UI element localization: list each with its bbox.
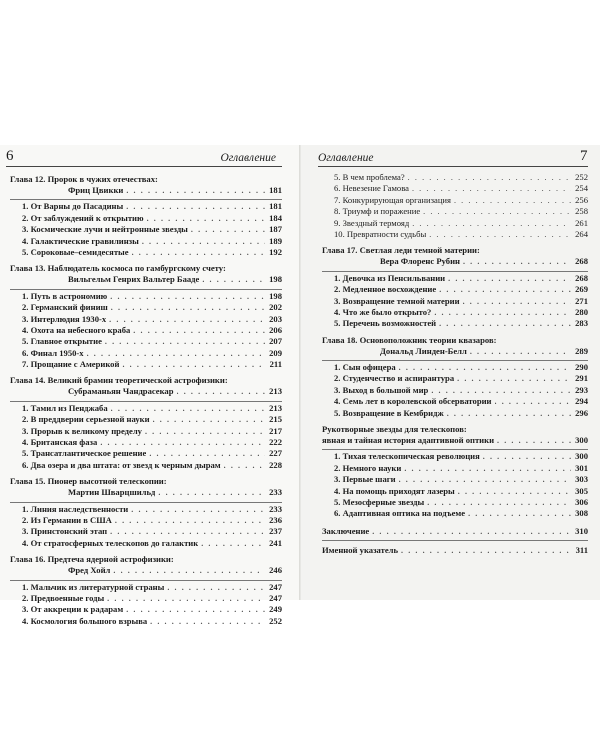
chapter-author: Фред Хойл <box>68 565 111 576</box>
section-entry <box>322 451 588 462</box>
chapter-entry <box>322 335 588 419</box>
section-entry <box>322 307 588 318</box>
chapter-heading: Глава 14. Великий брамин теоретической астрофизики: <box>10 375 228 386</box>
section-entry <box>322 284 588 295</box>
chapter-title-row <box>10 386 282 397</box>
entry-title: 5. Трансатлантическое решение <box>22 448 147 459</box>
entry-page: 187 <box>269 224 282 235</box>
leader-dots <box>483 451 571 462</box>
section-entry <box>10 582 282 593</box>
entry-page: 256 <box>575 194 588 205</box>
entry-title: 5. Главное открытие <box>22 336 102 347</box>
leader-dots <box>111 302 265 313</box>
entry-title: 2. Из Германии в США <box>22 514 112 525</box>
entry-title: 2. Немного науки <box>334 462 402 473</box>
leader-dots <box>224 460 265 471</box>
section-entry <box>322 408 588 419</box>
section-entry <box>10 403 282 414</box>
chapter-heading: Рукотворные звезды для телескопов: <box>322 424 467 435</box>
leader-dots <box>401 545 571 556</box>
leader-dots <box>158 487 265 498</box>
section-entry <box>10 593 282 604</box>
chapter-page: 233 <box>269 487 282 498</box>
leader-dots <box>105 336 265 347</box>
chapter-page: 268 <box>575 256 588 267</box>
leader-dots <box>142 236 265 247</box>
section-entry <box>10 336 282 347</box>
section-entry <box>10 213 282 224</box>
entry-page: 217 <box>269 425 282 436</box>
leader-dots <box>404 463 571 474</box>
entry-page: 213 <box>269 402 282 413</box>
entry-title: 3. Прорыв к великому пределу <box>22 425 142 436</box>
chapter-entry <box>10 476 282 549</box>
chapter-title-row <box>10 185 282 196</box>
leader-dots <box>167 582 265 593</box>
section-entry <box>10 460 282 471</box>
leader-dots <box>202 274 265 285</box>
entry-page: 269 <box>575 284 588 295</box>
section-entry <box>10 201 282 212</box>
page-number-left: 6 <box>6 148 14 164</box>
chapter-title-row <box>10 565 282 576</box>
section-entry <box>10 414 282 425</box>
entry-title: 2. Медленное восхождение <box>334 284 437 295</box>
chapter-title-row <box>10 274 282 285</box>
leader-dots <box>454 195 571 206</box>
entry-page: 209 <box>269 347 282 358</box>
chapter-title-row <box>10 487 282 498</box>
section-entry <box>10 236 282 247</box>
entry-title: 1. От Варны до Пасадины <box>22 201 124 212</box>
leader-dots <box>133 325 265 336</box>
section-entry <box>10 426 282 437</box>
entry-page: 184 <box>269 212 282 223</box>
chapter-rule <box>10 199 282 200</box>
section-entry <box>10 302 282 313</box>
entry-title: 1. Тамил из Пенджаба <box>22 402 108 413</box>
section-entry <box>322 463 588 474</box>
leader-dots <box>470 346 571 357</box>
chapter-title-row <box>322 435 588 446</box>
entry-title: 4. Галактические гравилинзы <box>22 235 139 246</box>
entry-page: 283 <box>575 318 588 329</box>
chapter-page: 289 <box>575 345 588 356</box>
leader-dots <box>147 213 265 224</box>
chapter-title-row <box>322 256 588 267</box>
entry-page: 227 <box>269 448 282 459</box>
chapter-author: Вера Флоренс Рубин <box>380 256 460 267</box>
chapter-entry <box>322 424 588 520</box>
entry-title: 1. Путь в астрономию <box>22 290 108 301</box>
leader-dots <box>447 408 571 419</box>
entry-title: 9. Звездный термояд <box>334 217 410 228</box>
section-entry <box>10 224 282 235</box>
section-entry <box>322 172 588 183</box>
entry-page: 241 <box>269 537 282 548</box>
leader-dots <box>458 486 571 497</box>
section-entry <box>322 183 588 194</box>
leader-dots <box>201 538 265 549</box>
entry-title: 5. Мезосферные звезды <box>334 496 425 507</box>
section-entry <box>322 229 588 240</box>
leader-dots <box>191 224 265 235</box>
entry-title: 3. Космические лучи и нейтронные звезды <box>22 224 188 235</box>
entry-title: 3. Принстонский этап <box>22 526 108 537</box>
leader-dots <box>463 296 571 307</box>
section-entry <box>322 373 588 384</box>
entry-title: 6. Невезение Гамова <box>334 183 409 194</box>
entry-page: 291 <box>575 373 588 384</box>
section-entry <box>10 604 282 615</box>
entry-page: 192 <box>269 246 282 257</box>
chapter-heading: Глава 12. Пророк в чужих отечествах: <box>10 174 158 184</box>
leader-dots <box>463 256 571 267</box>
leader-dots <box>457 373 571 384</box>
entry-page: 222 <box>269 437 282 448</box>
section-entry <box>10 291 282 302</box>
chapter-author: Субраманьян Чандрасекар <box>68 386 174 397</box>
entry-page: 311 <box>575 545 588 556</box>
section-entry <box>10 526 282 537</box>
section-entry <box>10 538 282 549</box>
leader-dots <box>115 515 265 526</box>
section-entry <box>322 474 588 485</box>
chapter-page: 246 <box>269 565 282 576</box>
entry-title: 4. Что же было открыто? <box>334 306 432 317</box>
entry-title: 4. От стратосферных телескопов до галактик <box>22 537 199 548</box>
leader-dots <box>439 318 571 329</box>
section-entry <box>322 508 588 519</box>
entry-page: 215 <box>269 414 282 425</box>
leader-dots <box>126 201 265 212</box>
leader-dots <box>495 396 572 407</box>
page-number-right: 7 <box>580 148 588 164</box>
chapter-rule <box>10 289 282 290</box>
entry-page: 308 <box>575 508 588 519</box>
entry-title: 6. Адаптивная оптика на подъеме <box>334 508 466 519</box>
leader-dots <box>153 414 265 425</box>
leader-dots <box>412 218 571 229</box>
leader-dots <box>423 206 571 217</box>
entry-page: 181 <box>269 201 282 212</box>
entry-page: 202 <box>269 302 282 313</box>
section-entry <box>322 273 588 284</box>
entry-title: 5. Возвращение в Кембридж <box>334 407 444 418</box>
entry-title: 1. Мальчик из литературной страны <box>22 581 165 592</box>
chapter-rule <box>10 401 282 402</box>
leader-dots <box>408 172 571 183</box>
entry-page: 237 <box>269 526 282 537</box>
section-entry <box>10 247 282 258</box>
leader-dots <box>107 593 265 604</box>
leader-dots <box>111 403 265 414</box>
entry-title: 3. Интерлюдия 1930-х <box>22 313 107 324</box>
entry-title: 4. Британская фаза <box>22 437 98 448</box>
entry-page: 252 <box>575 172 588 182</box>
entry-page: 247 <box>269 592 282 603</box>
entry-title: 5. В чем проблема? <box>334 172 405 182</box>
entry-page: 296 <box>575 407 588 418</box>
chapter-page: 300 <box>575 435 588 446</box>
name-index-entry <box>322 545 588 556</box>
chapter-heading: Глава 17. Светлая леди темной материи: <box>322 245 480 256</box>
section-entry <box>322 385 588 396</box>
entry-page: 203 <box>269 313 282 324</box>
section-entry <box>322 218 588 229</box>
chapter-rule <box>322 360 588 361</box>
leader-dots <box>110 526 265 537</box>
entry-title: 1. Сын офицера <box>334 362 396 373</box>
chapter-rule <box>10 580 282 581</box>
leader-dots <box>399 474 571 485</box>
leader-dots <box>100 437 265 448</box>
leader-dots <box>149 448 265 459</box>
conclusion-entry <box>322 526 588 537</box>
entry-title: 7. Прощание с Америкой <box>22 359 120 370</box>
entry-title: 3. От аккреции к радарам <box>22 604 124 615</box>
entry-page: 189 <box>269 235 282 246</box>
entry-title: 1. Девочка из Пенсильвании <box>334 272 446 283</box>
entry-page: 258 <box>575 206 588 217</box>
entry-page: 228 <box>269 459 282 470</box>
entry-page: 290 <box>575 362 588 373</box>
toc-left-column <box>10 169 282 627</box>
leader-dots <box>126 604 265 615</box>
chapter-author: Мартин Шварцшильд <box>68 487 156 498</box>
entry-title: 8. Триумф и поражение <box>334 206 421 217</box>
section-entry <box>10 437 282 448</box>
running-header-right: Оглавление <box>318 152 374 164</box>
entry-title: 10. Превратности судьбы <box>334 228 427 239</box>
entry-title: 3. Возвращение темной материи <box>334 295 460 306</box>
entry-page: 306 <box>575 496 588 507</box>
entry-title: 6. Два озера и два штата: от звезд к черным дырам <box>22 459 221 470</box>
entry-page: 280 <box>575 306 588 317</box>
chapter-entry <box>322 245 588 329</box>
entry-page: 300 <box>575 451 588 462</box>
entry-page: 236 <box>269 514 282 525</box>
entry-page: 233 <box>269 503 282 514</box>
chapter-page: 213 <box>269 386 282 397</box>
section-entry <box>10 359 282 370</box>
chapter-rule <box>10 502 282 503</box>
leader-dots <box>399 362 571 373</box>
entry-page: 211 <box>269 359 282 370</box>
entry-title: 2. Предвоенные годы <box>22 592 105 603</box>
entry-page: 301 <box>575 462 588 473</box>
leader-dots <box>431 385 571 396</box>
chapter-page: 198 <box>269 274 282 285</box>
chapter-author: явная и тайная история адаптивной оптики <box>322 435 495 446</box>
section-entry <box>322 486 588 497</box>
entry-title: 1. Тихая телескопическая революция <box>334 451 480 462</box>
entry-page: 310 <box>575 525 588 536</box>
leader-dots <box>145 426 265 437</box>
entry-page: 252 <box>269 615 282 626</box>
leader-dots <box>126 185 265 196</box>
entry-page: 294 <box>575 396 588 407</box>
leader-dots <box>131 504 265 515</box>
section-entry <box>10 325 282 336</box>
entry-title: 4. На помощь приходят лазеры <box>334 485 455 496</box>
entry-page: 271 <box>575 295 588 306</box>
leader-dots <box>448 273 571 284</box>
leader-dots <box>113 565 265 576</box>
entry-title: 3. Выход в большой мир <box>334 384 429 395</box>
entry-page: 268 <box>575 272 588 283</box>
section-entry <box>322 296 588 307</box>
section-entry <box>10 515 282 526</box>
entry-page: 305 <box>575 485 588 496</box>
leader-dots <box>109 314 265 325</box>
entry-page: 198 <box>269 290 282 301</box>
chapter-entry <box>10 375 282 471</box>
leader-dots <box>150 616 265 627</box>
entry-page: 254 <box>575 183 588 194</box>
entry-title: 6. Финал 1950-х <box>22 347 84 358</box>
chapter-page: 181 <box>269 185 282 195</box>
entry-title: 2. В преддверии серьезной науки <box>22 414 150 425</box>
entry-page: 264 <box>575 228 588 239</box>
chapter-entry <box>10 174 282 258</box>
entry-title: 5. Перечень возможностей <box>334 318 437 329</box>
entry-page: 303 <box>575 474 588 485</box>
section-entry <box>10 314 282 325</box>
entry-title: 1. Линия наследственности <box>22 503 129 514</box>
entry-title: 7. Конкурирующая организация <box>334 194 451 205</box>
chapter-author: Вильгельм Генрих Вальтер Бааде <box>68 274 200 285</box>
leader-dots <box>372 526 571 537</box>
leader-dots <box>87 348 265 359</box>
chapter-entry <box>10 554 282 627</box>
leader-dots <box>177 386 266 397</box>
section-entry <box>322 497 588 508</box>
toc-right-column <box>322 172 588 557</box>
conclusion-rule <box>322 540 588 541</box>
section-entry <box>10 348 282 359</box>
section-entry <box>322 206 588 217</box>
leader-dots <box>110 291 265 302</box>
leader-dots <box>468 508 571 519</box>
chapter-author: Дональд Линден-Белл <box>380 345 467 356</box>
chapter-author: Фриц Цвикки <box>68 185 124 195</box>
entry-page: 247 <box>269 581 282 592</box>
leader-dots <box>122 359 265 370</box>
running-header-left: Оглавление <box>220 152 276 164</box>
entry-page: 206 <box>269 324 282 335</box>
section-entry <box>10 504 282 515</box>
book-gutter <box>299 145 301 600</box>
header-rule-left <box>6 166 282 167</box>
chapter-heading: Глава 15. Пионер высотной телескопии: <box>10 476 167 487</box>
chapter-rule <box>322 449 588 450</box>
chapter-heading: Глава 18. Основоположник теории квазаров: <box>322 334 497 345</box>
entry-page: 207 <box>269 336 282 347</box>
leader-dots <box>497 435 571 446</box>
leader-dots <box>412 183 571 194</box>
chapter-heading: Глава 16. Предтеча ядерной астрофизики: <box>10 554 174 565</box>
entry-title: 5. Сороковые–семидесятые <box>22 246 129 257</box>
chapter-entry <box>10 263 282 370</box>
section-entry <box>322 396 588 407</box>
entry-page: 249 <box>269 604 282 615</box>
leader-dots <box>429 229 571 240</box>
section-entry <box>10 616 282 627</box>
section-entry <box>10 448 282 459</box>
leader-dots <box>132 247 265 258</box>
section-entry <box>322 195 588 206</box>
entry-page: 261 <box>575 217 588 228</box>
entry-title: Заключение <box>322 525 370 536</box>
entry-page: 293 <box>575 384 588 395</box>
entry-title: 3. Первые шаги <box>334 474 396 485</box>
section-entry <box>322 318 588 329</box>
entry-title: 2. Студенчество и аспирантура <box>334 373 455 384</box>
entry-title: Именной указатель <box>322 545 398 556</box>
leader-dots <box>434 307 571 318</box>
chapter-title-row <box>322 346 588 357</box>
entry-title: 4. Семь лет в королевской обсерватории <box>334 396 492 407</box>
leader-dots <box>439 284 571 295</box>
chapter-heading: Глава 13. Наблюдатель космоса по гамбургскому счету: <box>10 263 226 274</box>
entry-title: 4. Охота на небесного краба <box>22 324 131 335</box>
section-entry <box>322 362 588 373</box>
leader-dots <box>427 497 571 508</box>
entry-title: 4. Космология большого взрыва <box>22 615 148 626</box>
chapter-rule <box>322 271 588 272</box>
entry-title: 2. От заблуждений к открытию <box>22 212 144 223</box>
header-rule-right <box>318 166 588 167</box>
entry-title: 2. Германский финиш <box>22 302 108 313</box>
